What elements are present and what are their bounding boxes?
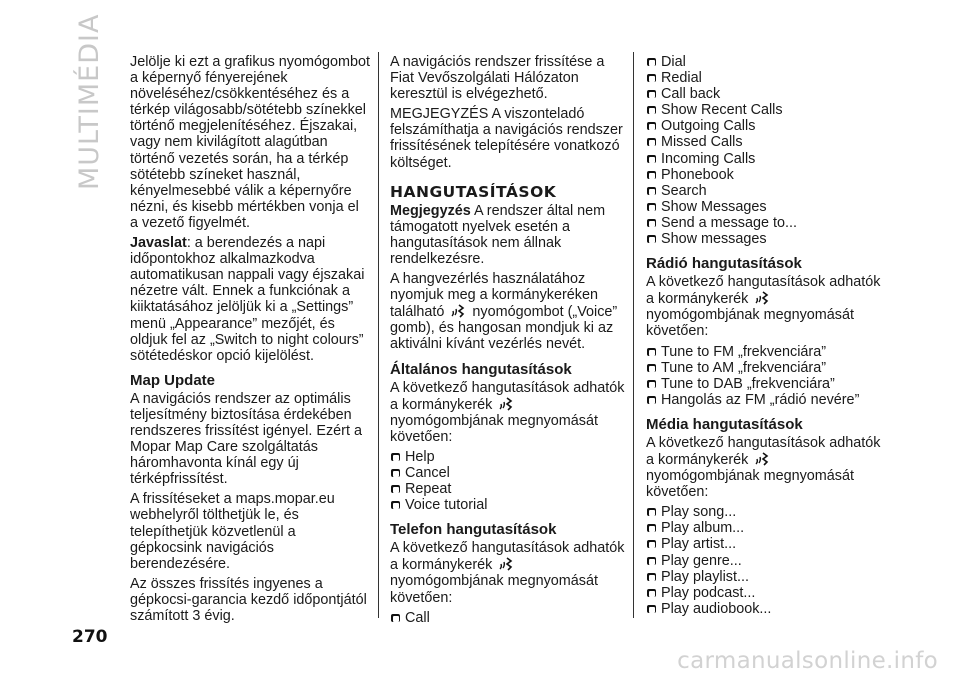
- list-item: Play playlist...: [646, 569, 886, 585]
- paragraph-phone-intro: [390, 540, 625, 605]
- paragraph-brightness: Jelölje ki ezt a grafikus nyomógombot a képernyő fényerejének növeléséhez/csökkentéséhez és a térkép világosabb/sötétebb színekkel történő megjelenítéséhez. Éjszakai, vagy nem kivilágított alagútban történő vezetés során, ha a térkép sötétebb színeket használ, kényelmesebbé válik a képernyőre nézni, és kisebb mértékben vonja el a vezető figyelmét.: [130, 54, 370, 231]
- list-item: Dial: [646, 54, 886, 70]
- list-item: Repeat: [390, 481, 625, 497]
- list-item: Tune to AM „frekvenciára”: [646, 360, 886, 376]
- voice-button-icon: [498, 396, 514, 412]
- paragraph-media-intro: [646, 435, 886, 500]
- paragraph-update-3: Az összes frissítés ingyenes a gépkocsi-garancia kezdő időpontjától számított 3 évig.: [130, 575, 367, 624]
- phone-command-list-continued: [646, 54, 886, 247]
- list-item: Search: [646, 183, 886, 199]
- voice-button-icon: [450, 303, 466, 319]
- list-item: Outgoing Calls: [646, 118, 886, 134]
- voice-button-icon: [754, 451, 770, 467]
- intro-text-b: nyomógombjának megnyomását követően:: [390, 412, 598, 445]
- paragraph-update-dealer: A navigációs rendszer frissítése a Fiat Vevőszolgálati Hálózaton keresztül is elvégezhető.: [390, 54, 605, 103]
- list-item: Play podcast...: [646, 585, 886, 601]
- list-item: Redial: [646, 70, 886, 86]
- heading-radio-commands: Rádió hangutasítások: [646, 255, 802, 273]
- intro-text-a: A következő hangutasítások adhatók a kormánykerék: [390, 540, 625, 574]
- list-item: Show Messages: [646, 199, 886, 215]
- list-item: Voice tutorial: [390, 497, 625, 513]
- heading-phone-commands: Telefon hangutasítások: [390, 521, 557, 539]
- column-2: [390, 54, 625, 630]
- section-side-label: MULTIMÉDIA: [74, 13, 105, 190]
- voice-button-icon: [498, 556, 514, 572]
- paragraph-voice-usage: [390, 271, 625, 352]
- list-item: Call: [390, 610, 625, 626]
- list-item: Tune to DAB „frekvenciára”: [646, 376, 886, 392]
- tip-label: Javaslat: [130, 235, 187, 252]
- list-item: Play song...: [646, 504, 886, 520]
- list-item: Cancel: [390, 465, 625, 481]
- list-item: Phonebook: [646, 167, 886, 183]
- list-item: Hangolás az FM „rádió nevére”: [646, 392, 886, 408]
- list-item: Show Recent Calls: [646, 102, 886, 118]
- heading-media-commands: Média hangutasítások: [646, 415, 803, 433]
- list-item: Call back: [646, 86, 886, 102]
- paragraph-note-cost: MEGJEGYZÉS A viszonteladó felszámíthatja a navigációs rendszer frissítésének telepítésére vonatkozó költséget.: [390, 106, 623, 171]
- phone-command-list: [390, 610, 625, 626]
- heading-voice-commands: HANGUTASÍTÁSOK: [390, 182, 557, 201]
- voice-usage-text-a: A hangvezérlés használatához nyomjuk meg a kormánykeréken található: [390, 271, 598, 321]
- watermark: carmanualsonline.info: [677, 648, 938, 674]
- list-item: Play artist...: [646, 536, 886, 552]
- intro-text-b: nyomógombjának megnyomását követően:: [646, 307, 854, 340]
- list-item: Show messages: [646, 231, 886, 247]
- paragraph-update-1: A navigációs rendszer az optimális teljesítmény biztosítása érdekében rendszeres frissítést igényel. Ezért a Mopar Map Care szolgáltatás háromhavonta kínál egy új térképfrissítést.: [130, 390, 362, 488]
- column-1: [130, 54, 370, 628]
- media-command-list: [646, 504, 886, 617]
- heading-general-commands: Általános hangutasítások: [390, 360, 572, 378]
- heading-map-update: Map Update: [130, 371, 216, 389]
- paragraph-update-2: A frissítéseket a maps.mopar.eu webhelyről tölthetjük le, és telepíthetjük közvetlenül a gépkocsink navigációs berendezésére.: [130, 491, 335, 572]
- list-item: Missed Calls: [646, 134, 886, 150]
- list-item: Play genre...: [646, 553, 886, 569]
- intro-text-a: A következő hangutasítások adhatók a kormánykerék: [390, 379, 625, 413]
- note-label: Megjegyzés: [390, 202, 471, 219]
- list-item: Play album...: [646, 520, 886, 536]
- voice-button-icon: [754, 290, 770, 306]
- paragraph-radio-intro: [646, 274, 886, 339]
- paragraph-tip: [130, 235, 370, 364]
- column-divider: [378, 52, 379, 618]
- page-number: 270: [72, 627, 108, 647]
- intro-text-a: A következő hangutasítások adhatók a kormánykerék: [646, 274, 881, 308]
- column-divider: [633, 52, 634, 618]
- radio-command-list: [646, 344, 886, 408]
- paragraph-language-note: [390, 203, 625, 267]
- intro-text-b: nyomógombjának megnyomását követően:: [390, 573, 598, 606]
- intro-text-a: A következő hangutasítások adhatók a kormánykerék: [646, 434, 881, 468]
- paragraph-general-intro: [390, 380, 625, 445]
- voice-usage-text-b: nyomógombot („Voice” gomb), és hangosan mondjuk ki az aktiválni kívánt vezérlés nevét.: [390, 304, 618, 353]
- intro-text-b: nyomógombjának megnyomását követően:: [646, 468, 854, 501]
- column-3: [646, 54, 886, 621]
- note-text: A rendszer által nem támogatott nyelvek esetén a hangutasítások nem állnak rendelkezésre.: [390, 202, 606, 267]
- list-item: Incoming Calls: [646, 151, 886, 167]
- list-item: Play audiobook...: [646, 601, 886, 617]
- general-command-list: [390, 449, 625, 513]
- list-item: Send a message to...: [646, 215, 886, 231]
- list-item: Tune to FM „frekvenciára”: [646, 344, 886, 360]
- tip-text: : a berendezés a napi időpontokhoz alkalmazkodva automatikusan nappali vagy éjszakai nézetre vált. Ennek a funkciónak a kiiktatásához jelöljük ki a „Settings” menü „Appearance” mezőjét, és oldjuk fel az „Switch to night colours” sötétedéskor opció kijelölést.: [130, 235, 365, 364]
- list-item: Help: [390, 449, 625, 465]
